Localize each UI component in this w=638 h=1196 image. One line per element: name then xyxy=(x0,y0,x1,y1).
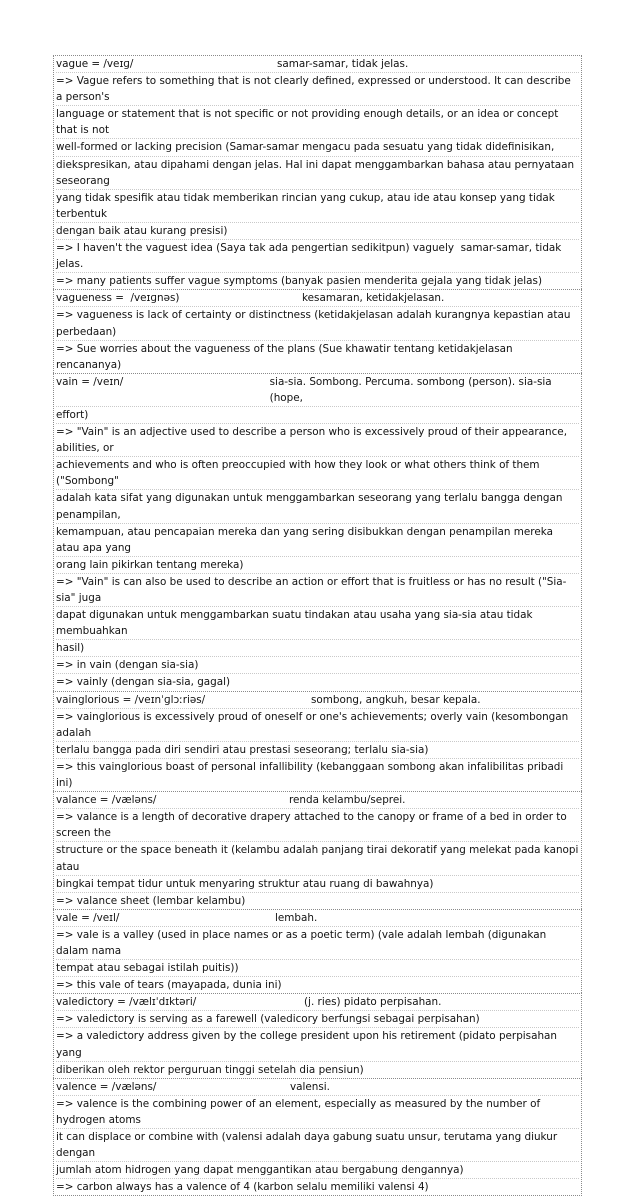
entry-line: => I haven't the vaguest idea (Saya tak ada pengertian sedikitpun) vaguely samar-samar, tidak jelas. xyxy=(56,240,579,273)
entry-meaning: sombong, angkuh, besar kepala. xyxy=(311,693,481,706)
entry-line: diberikan oleh rektor perguruan tinggi setelah dia pensiun) xyxy=(56,1063,364,1076)
entry-meaning: kesamaran, ketidakjelasan. xyxy=(302,292,445,305)
entry-headline xyxy=(56,792,579,809)
entry xyxy=(53,289,582,372)
entry-line: => vale is a valley (used in place names or as a poetic term) (vale adalah lembah (digunakan dalam nama xyxy=(56,927,579,960)
entry-line: effort) xyxy=(56,407,579,424)
entry-line: adalah kata sifat yang digunakan untuk menggambarkan seseorang yang terlalu bangga dengan penampilan, xyxy=(56,490,579,523)
entry xyxy=(53,791,582,909)
entry-line: => a valedictory address given by the college president upon his retirement (pidato perpisahan yang xyxy=(56,1028,579,1061)
entry-line: => many patients suffer vague symptoms (banyak pasien menderita gejala yang tidak jelas) xyxy=(56,275,543,288)
entry-line: dengan baik atau kurang presisi) xyxy=(56,223,579,240)
entry-line: => Vague refers to something that is not clearly defined, expressed or understood. It can describe a person's xyxy=(56,73,579,106)
entry-line: => vainly (dengan sia-sia, gagal) xyxy=(56,676,231,689)
entry-term: valedictory = /vælɪˈdɪktəri/ xyxy=(56,996,197,1009)
entry-term: vale = /veɪl/ xyxy=(56,911,120,924)
entry-term: vague = /veɪɡ/ xyxy=(56,58,134,70)
entry-headline xyxy=(56,910,579,927)
entry-line: dapat digunakan untuk menggambarkan suatu tindakan atau usaha yang sia-sia atau tidak membuahkan xyxy=(56,607,579,640)
entry xyxy=(53,55,582,289)
entry-line: => valance is a length of decorative drapery attached to the canopy or frame of a bed in order to screen the xyxy=(56,809,579,842)
entry-term: vainglorious = /veɪnˈɡlɔːriəs/ xyxy=(56,693,206,706)
entry-line: yang tidak spesifik atau tidak memberikan rincian yang cukup, atau ide atau konsep yang tidak terbentuk xyxy=(56,190,579,223)
entry-line: it can displace or combine with (valensi adalah daya gabung suatu unsur, terutama yang diukur dengan xyxy=(56,1129,579,1162)
entry-meaning: valensi. xyxy=(290,1080,330,1093)
entry-line: => valence is the combining power of an element, especially as measured by the number of hydrogen atoms xyxy=(56,1096,579,1129)
entry-term: valance = /væləns/ xyxy=(56,794,157,807)
entry-headline xyxy=(56,290,579,307)
entry-line: diekspresikan, atau dipahami dengan jelas. Hal ini dapat menggambarkan bahasa atau pernyataan seseorang xyxy=(56,157,579,190)
entry-headline xyxy=(56,374,579,407)
entry-line: => this vale of tears (mayapada, dunia ini) xyxy=(56,979,282,992)
entry-line: => valance sheet (lembar kelambu) xyxy=(56,894,246,907)
entry-meaning: samar-samar, tidak jelas. xyxy=(277,58,409,70)
entry-headline xyxy=(56,56,579,73)
entry-term: valence = /væləns/ xyxy=(56,1080,157,1093)
entry-line: achievements and who is often preoccupied with how they look or what others think of them ("Sombong" xyxy=(56,457,579,490)
entry-line: orang lain pikirkan tentang mereka) xyxy=(56,557,579,574)
entry-meaning: lembah. xyxy=(275,911,318,924)
entry-line: => "Vain" is an adjective used to describe a person who is excessively proud of their appearance, abilities, or xyxy=(56,424,579,457)
entry-line: structure or the space beneath it (kelambu adalah panjang tirai dekoratif yang melekat pada kanopi atau xyxy=(56,842,579,875)
entry-term: vagueness = /veɪɡnəs) xyxy=(56,292,180,305)
entry-line: => vagueness is lack of certainty or distinctness (ketidakjelasan adalah kurangnya kepastian atau perbedaan) xyxy=(56,307,579,340)
entry-line: => vainglorious is excessively proud of oneself or one's achievements; overly vain (kesombongan adalah xyxy=(56,709,579,742)
entry-line: => Sue worries about the vagueness of the plans (Sue khawatir tentang ketidakjelasan rencananya) xyxy=(56,342,516,371)
entry-headline xyxy=(56,692,579,709)
entry-line: jumlah atom hidrogen yang dapat menggantikan atau bergabung dengannya) xyxy=(56,1162,579,1179)
entry xyxy=(53,373,582,691)
entry-line: language or statement that is not specific or not providing enough details, or an idea or concept that is not xyxy=(56,106,579,139)
entry-meaning: (j. ries) pidato perpisahan. xyxy=(304,996,442,1009)
entry-line: => carbon always has a valence of 4 (karbon selalu memiliki valensi 4) xyxy=(56,1181,429,1194)
entry-meaning: sia-sia. Sombong. Percuma. sombong (person). sia-sia (hope, xyxy=(269,375,555,404)
entry-headline xyxy=(56,994,579,1011)
entry-line: tempat atau sebagai istilah puitis)) xyxy=(56,960,579,977)
entry-line: => valedictory is serving as a farewell (valedicory berfungsi sebagai perpisahan) xyxy=(56,1011,579,1028)
entry-line: hasil) xyxy=(56,640,579,657)
entry-headline xyxy=(56,1079,579,1096)
entry xyxy=(53,993,582,1077)
entry-line: kemampuan, atau pencapaian mereka dan yang sering disibukkan dengan penampilan mereka atau apa yang xyxy=(56,524,579,557)
entry xyxy=(53,909,582,993)
entry-line: => in vain (dengan sia-sia) xyxy=(56,657,579,674)
entry xyxy=(53,691,582,792)
entry-meaning: renda kelambu/seprei. xyxy=(289,794,406,807)
entry-line: terlalu bangga pada diri sendiri atau prestasi seseorang; terlalu sia-sia) xyxy=(56,742,579,759)
entry-term: vain = /veɪn/ xyxy=(56,375,124,388)
entry-line: bingkai tempat tidur untuk menyaring struktur atau ruang di bawahnya) xyxy=(56,876,579,893)
entry-line: => this vainglorious boast of personal infallibility (kebanggaan sombong akan infalibilitas pribadi ini) xyxy=(56,760,567,790)
vocabulary-list xyxy=(53,55,582,1196)
entry-line: well-formed or lacking precision (Samar-samar mengacu pada sesuatu yang tidak didefinisikan, xyxy=(56,139,579,156)
entry xyxy=(53,1078,582,1196)
entry-line: => "Vain" is can also be used to describe an action or effort that is fruitless or has no result ("Sia-sia" juga xyxy=(56,574,579,607)
